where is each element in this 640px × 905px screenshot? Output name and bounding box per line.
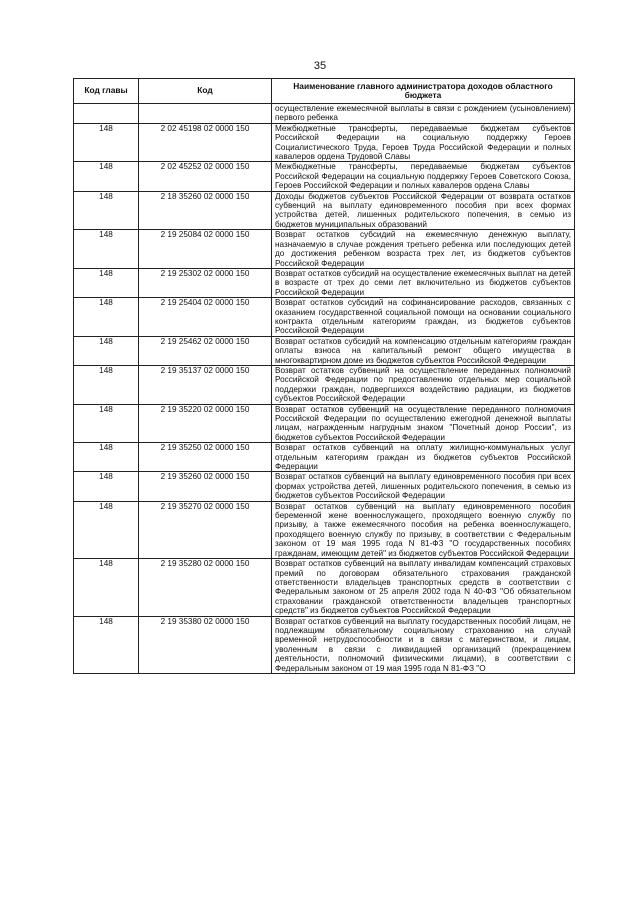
code-cell: 2 19 25462 02 0000 150 [139,336,272,365]
table-row [74,162,575,191]
name-cell: Межбюджетные трансферты, передаваемые бюджетам субъектов Российской Федерации на социальную поддержку Героев Социалистического Труда, Героев Труда Российской Федерации и полных кавалеров ордена Трудовой Славы [272,123,575,162]
chapter-cell: 148 [74,616,139,673]
table-row [74,472,575,501]
code-cell: 2 19 35280 02 0000 150 [139,559,272,616]
chapter-cell: 148 [74,191,139,230]
code-cell: 2 19 35270 02 0000 150 [139,501,272,558]
code-cell: 2 02 45198 02 0000 150 [139,123,272,162]
code-cell: 2 19 35380 02 0000 150 [139,616,272,673]
revenue-codes-table [73,78,575,674]
table-row [74,443,575,472]
code-cell: 2 19 35260 02 0000 150 [139,472,272,501]
name-cell: Доходы бюджетов субъектов Российской Федерации от возврата остатков субвенций на выплату единовременного пособия при всех формах устройства детей, лишенных родительского попечения, в семью из бюджетов муниципальных образований [272,191,575,230]
table-row [74,365,575,404]
chapter-cell: 148 [74,336,139,365]
chapter-cell: 148 [74,472,139,501]
name-cell: Возврат остатков субвенций на осуществление переданных полномочий Российской Федерации по предоставлению отдельных мер социальной поддержки граждан, подвергшихся воздействию радиации, из бюджетов субъектов Российской Федерации [272,365,575,404]
chapter-cell: 148 [74,501,139,558]
name-cell: осуществление ежемесячной выплаты в связи с рождением (усыновлением) первого ребенка [272,104,575,124]
code-cell: 2 19 35250 02 0000 150 [139,443,272,472]
chapter-cell: 148 [74,268,139,297]
table-row [74,501,575,558]
chapter-cell: 148 [74,298,139,337]
table-row [74,616,575,673]
code-cell: 2 18 35260 02 0000 150 [139,191,272,230]
header-chapter: Код главы [74,79,139,104]
code-cell: 2 19 25302 02 0000 150 [139,268,272,297]
chapter-cell: 148 [74,230,139,269]
header-name: Наименование главного администратора доходов областного бюджета [272,79,575,104]
code-cell: 2 02 45252 02 0000 150 [139,162,272,191]
table-row [74,404,575,443]
name-cell: Возврат остатков субвенций на выплату единовременного пособия беременной жене военнослужащего, проходящего военную службу по призыву, а также ежемесячного пособия на ребенка военнослужащего, проходящего военную службу по призыву, в соответствии с Федеральным законом от 19 мая 1995 года N 81-ФЗ "О государственных пособиях гражданам, имеющим детей" из бюджетов субъектов Российской Федерации [272,501,575,558]
name-cell: Возврат остатков субвенций на выплату инвалидам компенсаций страховых премий по договорам обязательного страхования гражданской ответственности владельцев транспортных средств в соответствии с Федеральным законом от 25 апреля 2002 года N 40-ФЗ "Об обязательном страховании гражданской ответственности владельцев транспортных средств" из бюджетов субъектов Российской Федерации [272,559,575,616]
chapter-cell [74,104,139,124]
name-cell: Возврат остатков субсидий на осуществление ежемесячных выплат на детей в возрасте от трех до семи лет включительно из бюджетов субъектов Российской Федерации [272,268,575,297]
chapter-cell: 148 [74,162,139,191]
code-cell: 2 19 25404 02 0000 150 [139,298,272,337]
table-body [74,104,575,674]
table-row [74,298,575,337]
header-code: Код [139,79,272,104]
chapter-cell: 148 [74,404,139,443]
table-row [74,191,575,230]
name-cell: Межбюджетные трансферты, передаваемые бюджетам субъектов Российской Федерации на социальную поддержку Героев Советского Союза, Героев Российской Федерации и полных кавалеров ордена Славы [272,162,575,191]
name-cell: Возврат остатков субвенций на оплату жилищно-коммунальных услуг отдельным категориям граждан из бюджетов субъектов Российской Федерации [272,443,575,472]
name-cell: Возврат остатков субсидий на софинансирование расходов, связанных с оказанием государственной социальной помощи на основании социального контракта отдельным категориям граждан, из бюджетов субъектов Российской Федерации [272,298,575,337]
code-cell: 2 19 35220 02 0000 150 [139,404,272,443]
table-row [74,123,575,162]
table-row [74,230,575,269]
chapter-cell: 148 [74,443,139,472]
table-header-row [74,79,575,104]
table-row [74,268,575,297]
chapter-cell: 148 [74,365,139,404]
table-row [74,336,575,365]
table-row [74,104,575,124]
code-cell: 2 19 25084 02 0000 150 [139,230,272,269]
chapter-cell: 148 [74,559,139,616]
chapter-cell: 148 [74,123,139,162]
name-cell: Возврат остатков субсидий на ежемесячную денежную выплату, назначаемую в случае рождения третьего ребенка или последующих детей до достижения ребенком возраста трех лет, из бюджетов субъектов Российской Федерации [272,230,575,269]
page-number: 35 [313,60,327,72]
table-row [74,559,575,616]
code-cell: 2 19 35137 02 0000 150 [139,365,272,404]
name-cell: Возврат остатков субвенций на выплату государственных пособий лицам, не подлежащим обязательному социальному страхованию на случай временной нетрудоспособности и в связи с материнством, и лицам, уволенным в связи с ликвидацией организаций (прекращением деятельности, полномочий физическими лицами), в соответствии с Федеральным законом от 19 мая 1995 года N 81-ФЗ "О [272,616,575,673]
name-cell: Возврат остатков субвенций на выплату единовременного пособия при всех формах устройства детей, лишенных родительского попечения, в семью из бюджетов субъектов Российской Федерации [272,472,575,501]
code-cell [139,104,272,124]
name-cell: Возврат остатков субсидий на компенсацию отдельным категориям граждан оплаты взноса на капитальный ремонт общего имущества в многоквартирном доме из бюджетов субъектов Российской Федерации [272,336,575,365]
name-cell: Возврат остатков субвенций на осуществление переданного полномочия Российской Федерации по осуществлению ежегодной денежной выплаты лицам, награжденным нагрудным знаком "Почетный донор России", из бюджетов субъектов Российской Федерации [272,404,575,443]
